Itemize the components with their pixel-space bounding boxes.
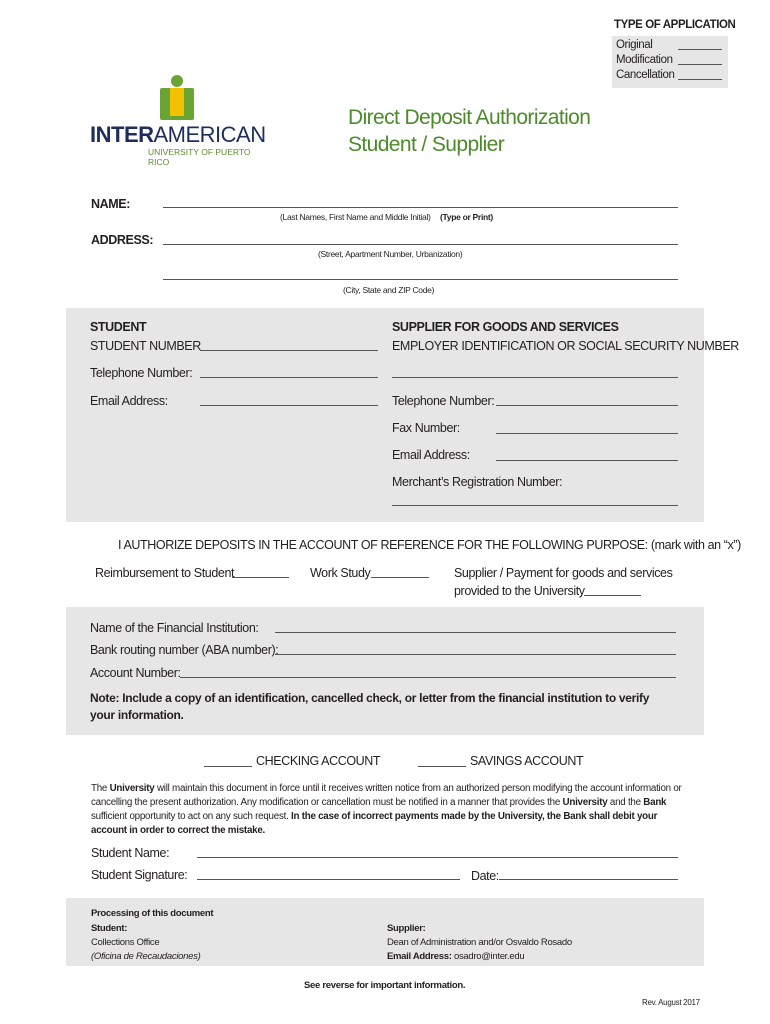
disclaimer-text-4: sufficient opportunity to act on any such request. — [91, 811, 292, 822]
institution-label: Name of the Financial Institution: — [90, 621, 259, 635]
supplier-ein-field[interactable] — [392, 377, 678, 378]
disclaimer-text-3: and the — [607, 797, 644, 808]
form-title-line1: Direct Deposit Authorization — [348, 106, 591, 129]
address-hint-city: (City, State and ZIP Code) — [343, 285, 435, 295]
processing-supplier-office: Dean of Administration and/or Osvaldo Rosado — [387, 937, 572, 948]
processing-student-office-es: (Oficina de Recaudaciones) — [91, 951, 201, 962]
bank-note-line2: your information. — [90, 708, 184, 722]
address-city-field[interactable] — [163, 279, 678, 280]
student-number-field[interactable] — [200, 350, 378, 351]
student-name-label: Student Name: — [91, 846, 170, 860]
option-modification-field[interactable] — [678, 64, 722, 65]
option-cancellation-label: Cancellation — [616, 69, 675, 81]
supplier-telephone-field[interactable] — [496, 405, 678, 406]
student-telephone-field[interactable] — [200, 377, 378, 378]
purpose-reimbursement-label: Reimbursement to Student — [95, 566, 235, 580]
disclaimer-university-2: University — [562, 797, 608, 808]
option-cancellation-field[interactable] — [678, 79, 722, 80]
date-label: Date: — [471, 869, 499, 883]
footer-revision: Rev. August 2017 — [642, 998, 700, 1007]
university-logo — [88, 72, 273, 167]
disclaimer-university-1: University — [109, 783, 155, 794]
purpose-supplier-label-1: Supplier / Payment for goods and services — [454, 566, 673, 580]
bank-note — [90, 690, 690, 724]
supplier-email-label: Email Address: — [392, 448, 470, 462]
supplier-heading: SUPPLIER FOR GOODS AND SERVICES — [392, 320, 619, 334]
student-email-label: Email Address: — [90, 394, 168, 408]
address-street-field[interactable] — [163, 244, 678, 245]
processing-student-label: Student: — [91, 923, 128, 934]
supplier-merchant-label: Merchant’s Registration Number: — [392, 475, 563, 489]
disclaimer-bold-sentence: In the case of incorrect payments made by the University, the Bank shall debit your account in order to correct the mistake. — [91, 811, 658, 836]
name-label: NAME: — [91, 197, 130, 211]
processing-supplier-label: Supplier: — [387, 923, 426, 934]
student-heading: STUDENT — [90, 320, 147, 334]
processing-email-value[interactable]: osadro@inter.edu — [453, 951, 525, 962]
supplier-email-field[interactable] — [496, 460, 678, 461]
student-telephone-label: Telephone Number: — [90, 366, 193, 380]
purpose-supplier-field[interactable] — [584, 595, 641, 596]
logo-name-rest: AMERICAN — [153, 122, 266, 147]
disclaimer-text-1: The — [91, 783, 110, 794]
supplier-ein-label: EMPLOYER IDENTIFICATION OR SOCIAL SECURITY NUMBER — [392, 339, 739, 353]
name-hint: (Last Names, First Name and Middle Initial) — [280, 212, 431, 222]
disclaimer-text-2: will maintain this document in force until it receives written notice from an authorized person modifying the account information or cancelling the present authorization. Any modification or cancellation must be notified in a manner that provides the — [91, 783, 682, 808]
footer-reverse-note: See reverse for important information. — [304, 980, 466, 991]
name-field[interactable] — [163, 207, 678, 208]
option-modification-label: Modification — [616, 54, 673, 66]
student-number-label: STUDENT NUMBER — [90, 339, 201, 353]
processing-email-label: Email Address: — [387, 951, 452, 962]
bank-note-line1: Note: Include a copy of an identification, cancelled check, or letter from the financial institution to verify — [90, 691, 650, 705]
supplier-fax-field[interactable] — [496, 433, 678, 434]
routing-field[interactable] — [275, 654, 676, 655]
purpose-supplier-label-2: provided to the University — [454, 584, 585, 598]
purpose-heading: I AUTHORIZE DEPOSITS IN THE ACCOUNT OF REFERENCE FOR THE FOLLOWING PURPOSE: (mark with an “x”) — [118, 538, 741, 552]
student-signature-label: Student Signature: — [91, 868, 188, 882]
type-of-application-box — [612, 36, 728, 88]
account-number-label: Account Number: — [90, 666, 181, 680]
form-title-line2: Student / Supplier — [348, 133, 505, 156]
address-label: ADDRESS: — [91, 233, 154, 247]
supplier-merchant-field[interactable] — [392, 505, 678, 506]
savings-account-label: SAVINGS ACCOUNT — [470, 754, 584, 768]
account-number-field[interactable] — [180, 677, 676, 678]
processing-heading: Processing of this document — [91, 908, 214, 919]
logo-subtitle: UNIVERSITY OF PUERTO RICO — [148, 147, 251, 167]
routing-label: Bank routing number (ABA number): — [90, 643, 279, 657]
student-name-field[interactable] — [197, 857, 678, 858]
institution-field[interactable] — [275, 632, 676, 633]
address-hint-street: (Street, Apartment Number, Urbanization) — [318, 249, 463, 259]
option-original-label: Original — [616, 39, 653, 51]
checking-account-field[interactable] — [204, 766, 252, 767]
supplier-fax-label: Fax Number: — [392, 421, 460, 435]
name-hint-bold: (Type or Print) — [440, 212, 493, 222]
supplier-telephone-label: Telephone Number: — [392, 394, 495, 408]
savings-account-field[interactable] — [418, 766, 466, 767]
student-signature-field[interactable] — [197, 879, 460, 880]
disclaimer-paragraph — [91, 782, 683, 838]
logo-name-bold: INTER — [90, 122, 154, 147]
checking-account-label: CHECKING ACCOUNT — [256, 754, 381, 768]
purpose-reimbursement-field[interactable] — [232, 577, 289, 578]
processing-email — [387, 951, 524, 962]
type-of-application-heading: TYPE OF APPLICATION — [614, 19, 736, 31]
purpose-work-study-field[interactable] — [371, 577, 429, 578]
disclaimer-bank: Bank — [643, 797, 667, 808]
option-original-field[interactable] — [678, 49, 722, 50]
purpose-work-study-label: Work Study — [310, 566, 371, 580]
date-field[interactable] — [499, 879, 678, 880]
processing-student-office: Collections Office — [91, 937, 160, 948]
student-email-field[interactable] — [200, 405, 378, 406]
